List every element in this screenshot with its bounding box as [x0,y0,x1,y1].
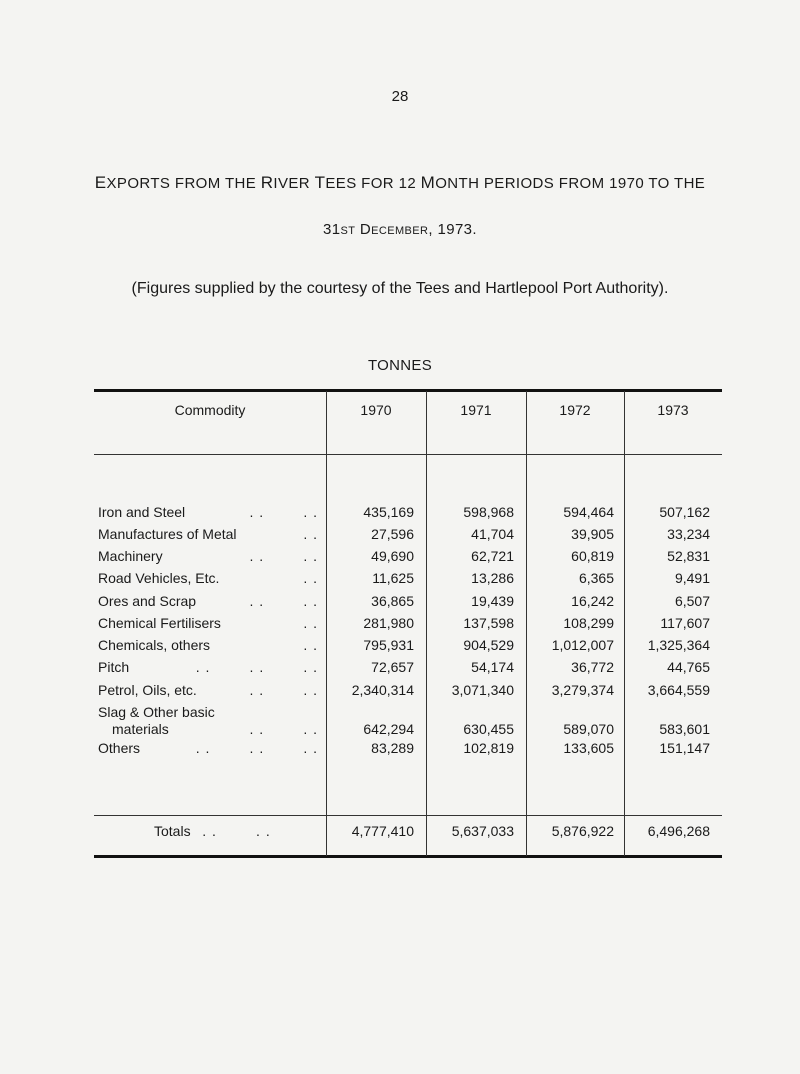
header-1972: 1972 [559,402,591,418]
value-1972: 589,070 [563,721,614,737]
leader-dots: . . . . . . [195,740,318,756]
leader-dots: . . [303,526,318,542]
value-1973: 507,162 [659,504,710,520]
value-1973: 6,507 [674,593,710,609]
leader-dots: . . . . . . [195,659,318,675]
value-1970: 281,980 [363,615,414,631]
header-commodity: Commodity [174,402,246,418]
totals-row [0,823,800,845]
value-1972: 1,012,007 [551,637,614,653]
value-1973: 3,664,559 [647,682,710,698]
value-1970: 435,169 [363,504,414,520]
commodity-name [98,637,318,653]
value-1973: 33,234 [667,526,710,542]
commodity-label: Road Vehicles, Etc. [98,570,220,586]
leader-dots: . . . . [249,593,318,609]
value-1970: 11,625 [372,570,414,586]
commodity-name [98,740,318,756]
value-1971: 41,704 [471,526,514,542]
unit-label: TONNES [367,357,433,374]
value-1970: 49,690 [371,548,414,564]
value-1970: 83,289 [371,740,414,756]
page-number: 28 [391,88,409,105]
commodity-label: Manufactures of Metal [98,526,237,542]
value-1971: 137,598 [463,615,514,631]
commodity-label: Chemicals, others [98,637,211,653]
value-1973: 52,831 [667,548,710,564]
commodity-name [98,504,318,520]
value-1970: 36,865 [371,593,414,609]
totals-label: Totals . . . . [154,823,271,839]
table-row [0,593,800,615]
value-1972: 108,299 [563,615,614,631]
value-1970: 2,340,314 [351,682,414,698]
commodity-label: Chemical Fertilisers [98,615,221,631]
value-1971: 62,721 [471,548,514,564]
commodity-name [98,659,318,675]
value-1972: 3,279,374 [551,682,614,698]
document-title [0,160,800,253]
value-1971: 630,455 [463,721,514,737]
commodity-name [98,682,318,698]
value-1971: 598,968 [463,504,514,520]
header-1971: 1971 [460,402,492,418]
table-row [0,526,800,548]
table-row [0,570,800,592]
commodity-name [98,615,318,631]
table-row [0,682,800,704]
total-1970: 4,777,410 [351,823,414,839]
value-1971: 19,439 [471,593,514,609]
value-1970: 795,931 [363,637,414,653]
value-1972: 39,905 [571,526,614,542]
table-row [0,637,800,659]
table-top-rule [94,389,722,392]
source-note: (Figures supplied by the courtesy of the Tees and Hartlepool Port Authority). [131,280,669,297]
header-1970: 1970 [360,402,392,418]
value-1973: 117,607 [660,615,710,631]
commodity-line-1: Slag & Other basic [98,704,215,720]
leader-dots: . . . . [249,721,318,737]
total-1971: 5,637,033 [451,823,514,839]
title-line-1: EXPORTS FROM THE RIVER TEES FOR 12 MONTH PERIODS FROM 1970 TO THE [94,173,706,192]
title-line-2: 31st December, 1973. [322,221,477,238]
value-1973: 44,765 [667,659,710,675]
table-row [0,504,800,526]
value-1970: 642,294 [363,721,414,737]
value-1971: 54,174 [471,659,514,675]
commodity-label: Petrol, Oils, etc. [98,682,197,698]
commodity-name [98,548,318,564]
total-1973: 6,496,268 [647,823,710,839]
commodity-label: Iron and Steel [98,504,186,520]
value-1970: 72,657 [371,659,414,675]
leader-dots: . . . . [249,504,318,520]
total-1972: 5,876,922 [551,823,614,839]
value-1972: 6,365 [578,570,614,586]
value-1971: 102,819 [463,740,514,756]
commodity-name [98,570,318,586]
commodity-name [98,593,318,609]
table-bottom-rule [94,855,722,858]
leader-dots: . . . . [249,548,318,564]
leader-dots: . . [303,615,318,631]
value-1971: 13,286 [471,570,514,586]
value-1973: 1,325,364 [647,637,710,653]
commodity-label: Pitch [98,659,130,675]
commodity-name [98,704,318,737]
value-1972: 36,772 [571,659,614,675]
commodity-line-2: materials [112,721,169,737]
table-row [0,548,800,570]
table-row [0,740,800,762]
totals-top-rule [94,815,722,816]
value-1972: 594,464 [563,504,614,520]
leader-dots: . . [303,637,318,653]
value-1973: 151,147 [659,740,710,756]
value-1973: 583,601 [659,721,710,737]
value-1972: 133,605 [563,740,614,756]
value-1972: 60,819 [571,548,614,564]
value-1971: 3,071,340 [451,682,514,698]
commodity-label: Ores and Scrap [98,593,197,609]
leader-dots: . . [303,570,318,586]
value-1973: 9,491 [674,570,710,586]
commodity-name [98,526,318,542]
table-row [0,615,800,637]
value-1971: 904,529 [463,637,514,653]
header-1973: 1973 [657,402,689,418]
leader-dots: . . . . [249,682,318,698]
value-1970: 27,596 [371,526,414,542]
value-1972: 16,242 [571,593,614,609]
commodity-label: Others [98,740,141,756]
table-row [0,659,800,681]
header-bottom-rule [94,454,722,455]
commodity-label: Machinery [98,548,163,564]
